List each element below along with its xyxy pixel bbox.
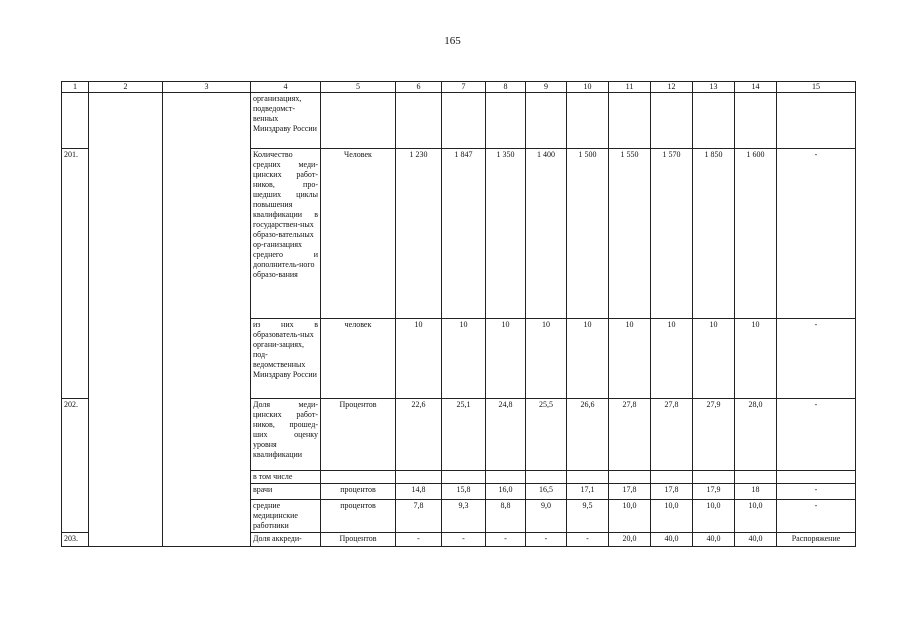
unit-cell: процентов [321, 500, 396, 533]
value-cell: 26,6 [567, 399, 609, 471]
header-cell: 6 [396, 82, 442, 93]
value-cell [651, 93, 693, 149]
value-cell: - [526, 533, 567, 547]
header-cell: 7 [442, 82, 486, 93]
header-cell: 12 [651, 82, 693, 93]
indicator-cell: Доля меди-цинских работ-ников, прошед-ших оценку уровня квалификации [251, 399, 321, 471]
document-cell: - [777, 149, 856, 319]
header-cell: 8 [486, 82, 526, 93]
value-cell: 10,0 [651, 500, 693, 533]
value-cell: 1 850 [693, 149, 735, 319]
header-cell: 2 [89, 82, 163, 93]
value-cell: 14,8 [396, 484, 442, 500]
value-cell: 7,8 [396, 500, 442, 533]
col2-cell [89, 93, 163, 547]
page-number: 165 [444, 35, 461, 47]
value-cell: 1 230 [396, 149, 442, 319]
document-cell [777, 471, 856, 484]
value-cell: - [567, 533, 609, 547]
indicator-cell: организациях, подведомст-венных Минздраву России [251, 93, 321, 149]
row-number: 203. [62, 533, 89, 547]
value-cell: 10 [735, 319, 777, 399]
value-cell: 8,8 [486, 500, 526, 533]
col3-cell [163, 93, 251, 547]
value-cell: 40,0 [651, 533, 693, 547]
data-table [61, 81, 856, 547]
value-cell: 10 [567, 319, 609, 399]
value-cell: 10,0 [735, 500, 777, 533]
header-cell: 5 [321, 82, 396, 93]
row-number: 202. [62, 399, 89, 533]
value-cell: 28,0 [735, 399, 777, 471]
value-cell: 20,0 [609, 533, 651, 547]
value-cell: 40,0 [735, 533, 777, 547]
value-cell [526, 471, 567, 484]
indicator-cell: Количество средних меди-цинских работ-ников, про-шедших циклы повышения квалификации в государствен-ных образо-вательных ор-ганизациях среднего и дополнитель-ного образо-вания [251, 149, 321, 319]
unit-cell: человек [321, 319, 396, 399]
header-cell: 10 [567, 82, 609, 93]
value-cell [693, 93, 735, 149]
indicator-cell: Доля аккреди- [251, 533, 321, 547]
document-cell [777, 93, 856, 149]
value-cell [486, 93, 526, 149]
value-cell: 1 600 [735, 149, 777, 319]
value-cell: - [486, 533, 526, 547]
value-cell: 10,0 [693, 500, 735, 533]
indicator-cell: из них в образователь-ных органи-зациях, под-ведомственных Минздраву России [251, 319, 321, 399]
value-cell: - [396, 533, 442, 547]
unit-cell [321, 471, 396, 484]
header-cell: 3 [163, 82, 251, 93]
value-cell: 10 [651, 319, 693, 399]
value-cell: 10 [526, 319, 567, 399]
value-cell: 9,3 [442, 500, 486, 533]
value-cell [442, 471, 486, 484]
row-number: 201. [62, 149, 89, 399]
indicator-cell: средние медицинские работники [251, 500, 321, 533]
value-cell: 1 350 [486, 149, 526, 319]
value-cell: 27,8 [651, 399, 693, 471]
value-cell [651, 471, 693, 484]
value-cell [442, 93, 486, 149]
value-cell: 15,8 [442, 484, 486, 500]
value-cell: 16,0 [486, 484, 526, 500]
value-cell: 17,8 [651, 484, 693, 500]
value-cell: 18 [735, 484, 777, 500]
value-cell: 10 [486, 319, 526, 399]
header-cell: 14 [735, 82, 777, 93]
value-cell [609, 471, 651, 484]
value-cell [526, 93, 567, 149]
value-cell [567, 471, 609, 484]
value-cell: 1 550 [609, 149, 651, 319]
value-cell: 1 500 [567, 149, 609, 319]
value-cell: 40,0 [693, 533, 735, 547]
document-cell: - [777, 484, 856, 500]
row-number [62, 93, 89, 149]
value-cell: 25,1 [442, 399, 486, 471]
value-cell: 22,6 [396, 399, 442, 471]
value-cell: 1 847 [442, 149, 486, 319]
header-cell: 13 [693, 82, 735, 93]
value-cell [396, 471, 442, 484]
value-cell [396, 93, 442, 149]
value-cell: 10,0 [609, 500, 651, 533]
value-cell: 24,8 [486, 399, 526, 471]
value-cell: 27,8 [609, 399, 651, 471]
value-cell: 9,5 [567, 500, 609, 533]
table-row [62, 93, 856, 149]
header-cell: 15 [777, 82, 856, 93]
indicator-cell: врачи [251, 484, 321, 500]
header-cell: 4 [251, 82, 321, 93]
value-cell: 9,0 [526, 500, 567, 533]
header-cell: 11 [609, 82, 651, 93]
unit-cell: Процентов [321, 399, 396, 471]
value-cell: 1 400 [526, 149, 567, 319]
value-cell [693, 471, 735, 484]
value-cell: 10 [693, 319, 735, 399]
header-cell: 9 [526, 82, 567, 93]
value-cell [735, 93, 777, 149]
value-cell [486, 471, 526, 484]
value-cell: 17,9 [693, 484, 735, 500]
document-cell: - [777, 500, 856, 533]
value-cell [609, 93, 651, 149]
unit-cell: Человек [321, 149, 396, 319]
value-cell: 25,5 [526, 399, 567, 471]
value-cell [567, 93, 609, 149]
value-cell: 16,5 [526, 484, 567, 500]
table-header-row [62, 82, 856, 93]
value-cell: 17,8 [609, 484, 651, 500]
value-cell: - [442, 533, 486, 547]
indicator-cell: в том числе [251, 471, 321, 484]
document-cell: - [777, 319, 856, 399]
value-cell: 17,1 [567, 484, 609, 500]
document-cell: - [777, 399, 856, 471]
value-cell: 10 [396, 319, 442, 399]
value-cell [735, 471, 777, 484]
value-cell: 27,9 [693, 399, 735, 471]
value-cell: 1 570 [651, 149, 693, 319]
unit-cell [321, 93, 396, 149]
value-cell: 10 [609, 319, 651, 399]
value-cell: 10 [442, 319, 486, 399]
unit-cell: процентов [321, 484, 396, 500]
unit-cell: Процентов [321, 533, 396, 547]
document-cell: Распоряжение [777, 533, 856, 547]
header-cell: 1 [62, 82, 89, 93]
